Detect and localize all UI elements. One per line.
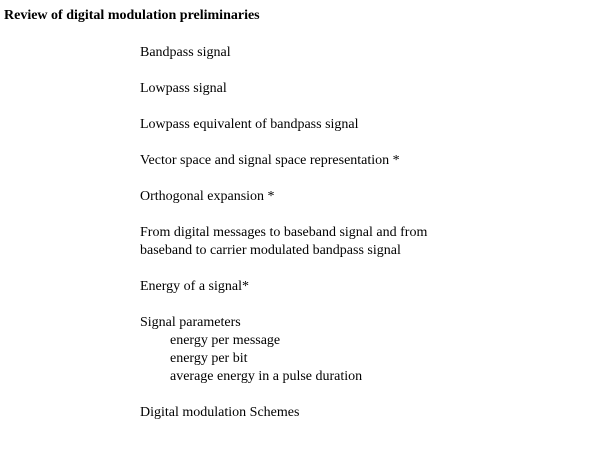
topic-bandpass-signal	[140, 44, 580, 62]
topic-signal-parameters	[140, 314, 580, 386]
page-title: Review of digital modulation preliminaries	[4, 8, 260, 23]
topic-modulation-schemes	[140, 404, 580, 422]
topic-energy-of-signal	[140, 278, 580, 296]
topic-line: baseband to carrier modulated bandpass signal	[140, 243, 401, 258]
topic-lowpass-equivalent	[140, 116, 580, 134]
subtopic-line: energy per message	[170, 333, 281, 348]
subtopic-line: average energy in a pulse duration	[170, 369, 363, 384]
topic-line: Vector space and signal space representation *	[140, 153, 400, 168]
topic-vector-space	[140, 152, 580, 170]
topic-line: From digital messages to baseband signal and from	[140, 225, 428, 240]
topic-line: Lowpass signal	[140, 81, 227, 96]
topic-line: Orthogonal expansion *	[140, 189, 275, 204]
topic-lowpass-signal	[140, 80, 580, 98]
topic-digital-messages	[140, 224, 580, 260]
topic-line: Signal parameters	[140, 315, 241, 330]
topic-line: Bandpass signal	[140, 45, 231, 60]
subtopic-line: energy per bit	[170, 351, 248, 366]
topic-line: Energy of a signal*	[140, 279, 249, 294]
topic-list	[140, 44, 580, 440]
topic-line: Lowpass equivalent of bandpass signal	[140, 117, 359, 132]
topic-orthogonal-expansion	[140, 188, 580, 206]
topic-line: Digital modulation Schemes	[140, 405, 300, 420]
